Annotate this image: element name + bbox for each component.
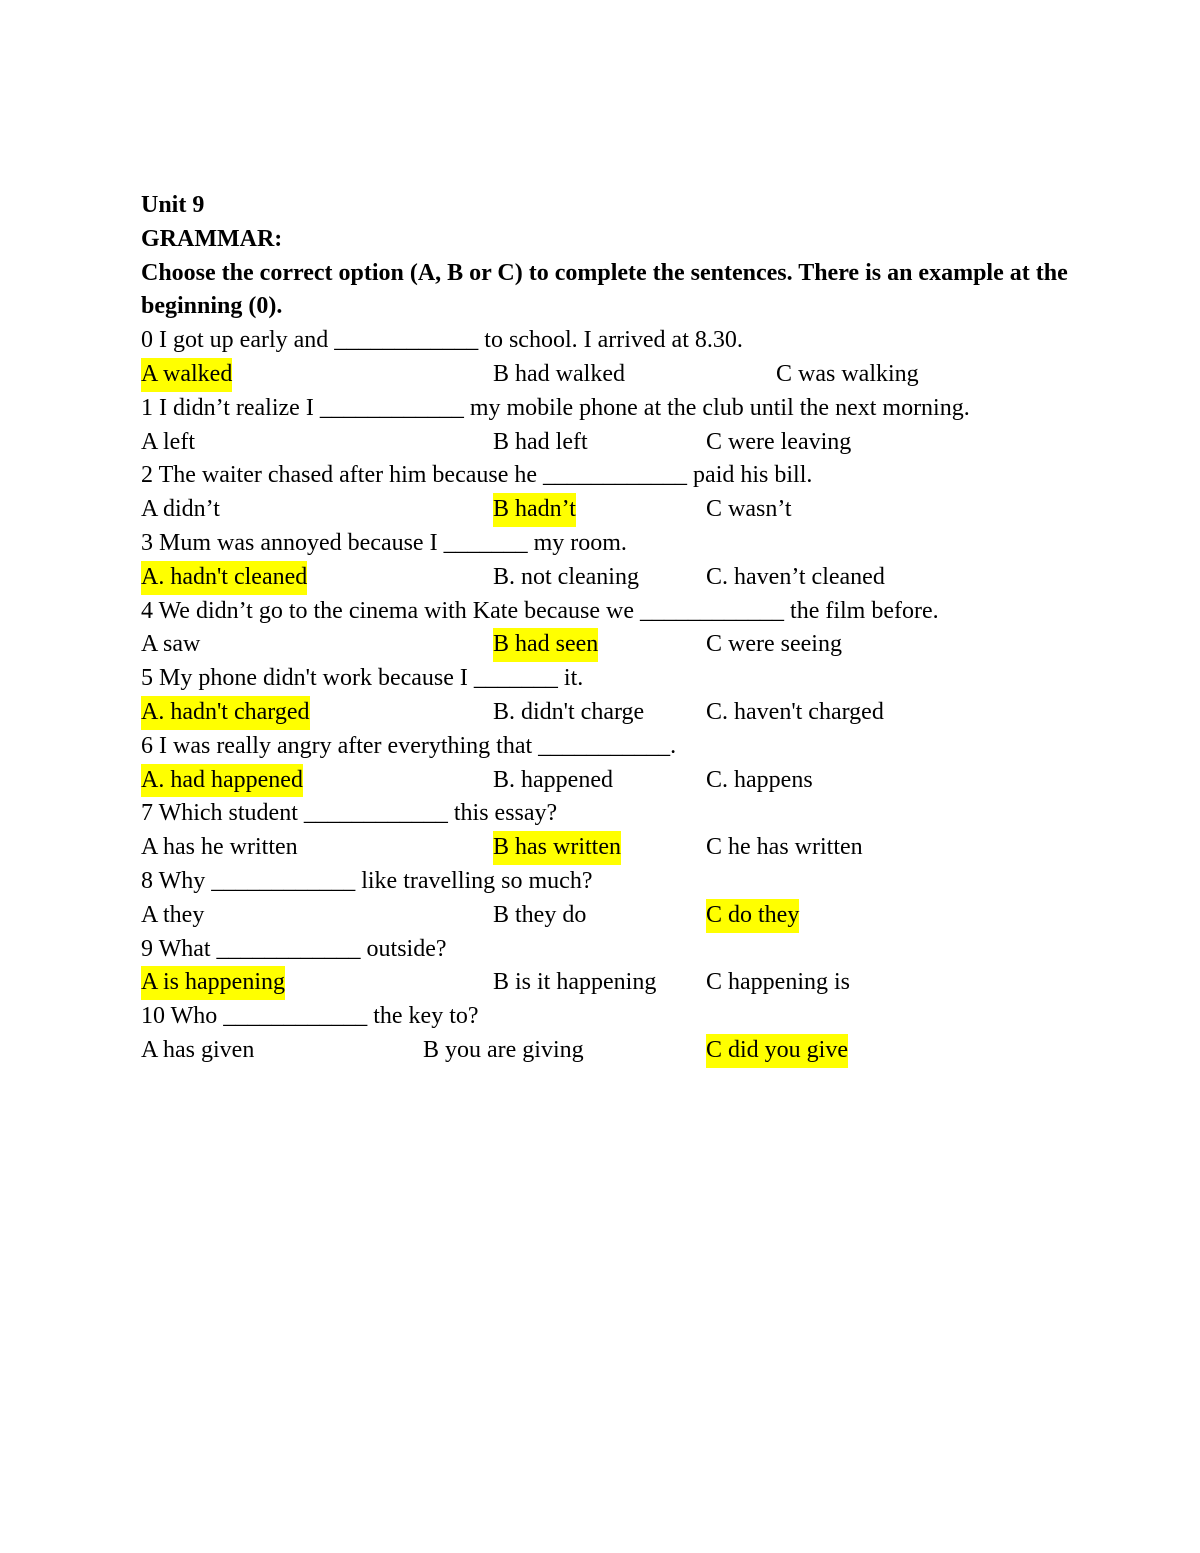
answer-option-highlighted: A. hadn't cleaned bbox=[141, 561, 307, 595]
options-row bbox=[141, 1034, 1101, 1068]
answer-option-highlighted: B hadn’t bbox=[493, 493, 576, 527]
answer-option-highlighted: A. had happened bbox=[141, 764, 303, 798]
answer-option: B is it happening bbox=[493, 969, 657, 996]
answer-option: C he has written bbox=[706, 834, 863, 861]
answer-option-highlighted: B had seen bbox=[493, 628, 598, 662]
answer-option: B. didn't charge bbox=[493, 698, 645, 725]
answer-option: C happening is bbox=[706, 969, 850, 996]
answer-option: C were seeing bbox=[706, 631, 842, 658]
answer-option: A has he written bbox=[141, 834, 298, 861]
answer-option-highlighted: A walked bbox=[141, 358, 232, 392]
question-text: 3 Mum was annoyed because I _______ my room. bbox=[141, 529, 627, 556]
answer-option-highlighted: A is happening bbox=[141, 966, 285, 1000]
question-text: 7 Which student ____________ this essay? bbox=[141, 800, 558, 827]
question-text: 5 My phone didn't work because I _______ it. bbox=[141, 665, 584, 692]
answer-option-highlighted: C do they bbox=[706, 899, 799, 933]
answer-option-highlighted: B has written bbox=[493, 831, 621, 865]
answer-option: A saw bbox=[141, 631, 201, 658]
answer-option: B. not cleaning bbox=[493, 563, 639, 590]
question-text: 9 What ____________ outside? bbox=[141, 935, 447, 962]
answer-option: A has given bbox=[141, 1036, 255, 1063]
question-text: 10 Who ____________ the key to? bbox=[141, 1003, 479, 1030]
options-row bbox=[141, 831, 1101, 865]
answer-option: B they do bbox=[493, 901, 587, 928]
options-row bbox=[141, 561, 1101, 595]
answer-option: A they bbox=[141, 901, 205, 928]
answer-option: C wasn’t bbox=[706, 496, 792, 523]
question-text: 4 We didn’t go to the cinema with Kate because we ____________ the film before. bbox=[141, 597, 939, 624]
answer-option: C. haven’t cleaned bbox=[706, 563, 885, 590]
instruction-text: Choose the correct option (A, B or C) to complete the sentences. There is an example at the beginning (0). bbox=[141, 259, 1068, 320]
question-text: 2 The waiter chased after him because he ____________ paid his bill. bbox=[141, 462, 813, 489]
answer-option: B had left bbox=[493, 428, 588, 455]
question-text: 6 I was really angry after everything that ___________. bbox=[141, 732, 677, 759]
answer-option: C was walking bbox=[776, 360, 919, 387]
answer-option-highlighted: A. hadn't charged bbox=[141, 696, 310, 730]
options-row bbox=[141, 966, 1101, 1000]
answer-option: C were leaving bbox=[706, 428, 852, 455]
answer-option: B you are giving bbox=[423, 1036, 584, 1063]
answer-option: C. happens bbox=[706, 766, 813, 793]
answer-option: A didn’t bbox=[141, 496, 220, 523]
section-heading: GRAMMAR: bbox=[141, 225, 283, 252]
options-row bbox=[141, 628, 1101, 662]
unit-heading: Unit 9 bbox=[141, 192, 205, 218]
question-text: 1 I didn’t realize I ____________ my mobile phone at the club until the next morning. bbox=[141, 394, 970, 421]
document-content bbox=[141, 189, 1101, 1068]
answer-option: B had walked bbox=[493, 360, 625, 387]
question-list bbox=[141, 324, 1101, 1068]
question-text: 8 Why ____________ like travelling so much? bbox=[141, 867, 593, 894]
answer-option-highlighted: C did you give bbox=[706, 1034, 848, 1068]
options-row bbox=[141, 358, 1101, 392]
options-row bbox=[141, 696, 1101, 730]
options-row bbox=[141, 899, 1101, 933]
options-row bbox=[141, 764, 1101, 798]
answer-option: B. happened bbox=[493, 766, 613, 793]
answer-option: A left bbox=[141, 428, 195, 455]
answer-option: C. haven't charged bbox=[706, 698, 884, 725]
question-text: 0 I got up early and ____________ to school. I arrived at 8.30. bbox=[141, 327, 743, 354]
options-row bbox=[141, 426, 1101, 460]
options-row bbox=[141, 493, 1101, 527]
